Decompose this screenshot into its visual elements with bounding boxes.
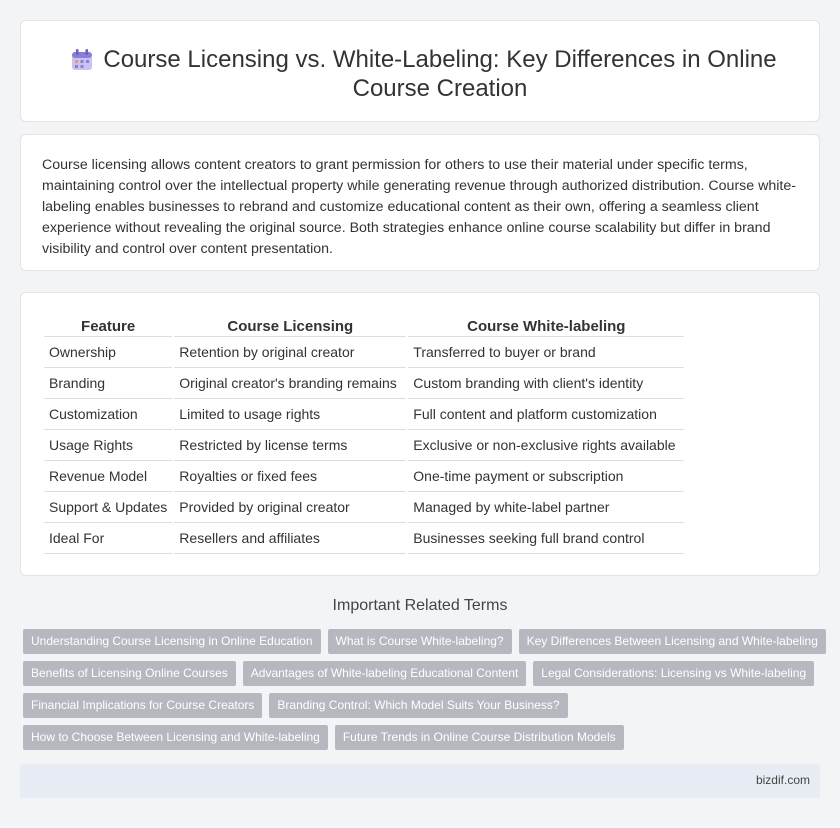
table-cell: Royalties or fixed fees <box>174 461 406 492</box>
column-header: Feature <box>44 316 172 337</box>
footer <box>20 764 820 798</box>
related-tag[interactable]: Benefits of Licensing Online Courses <box>23 661 236 686</box>
column-header: Course White-labeling <box>408 316 684 337</box>
table-cell: Resellers and affiliates <box>174 523 406 554</box>
related-tag[interactable]: Legal Considerations: Licensing vs White-labeling <box>533 661 814 686</box>
table-cell: Usage Rights <box>44 430 172 461</box>
comparison-card <box>20 292 820 576</box>
table-cell: Transferred to buyer or brand <box>408 337 684 368</box>
table-header-row <box>44 316 684 337</box>
comparison-table <box>42 316 686 554</box>
table-cell: Branding <box>44 368 172 399</box>
table-row <box>44 461 684 492</box>
related-tags-row <box>23 629 826 654</box>
table-row <box>44 492 684 523</box>
table-cell: Retention by original creator <box>174 337 406 368</box>
related-tags-row <box>23 725 624 750</box>
table-cell: Ownership <box>44 337 172 368</box>
table-cell: Full content and platform customization <box>408 399 684 430</box>
table-cell: Restricted by license terms <box>174 430 406 461</box>
related-tag[interactable]: Future Trends in Online Course Distribution Models <box>335 725 624 750</box>
table-row <box>44 430 684 461</box>
related-tag[interactable]: Financial Implications for Course Creators <box>23 693 262 718</box>
table-cell: One-time payment or subscription <box>408 461 684 492</box>
footer-site-link[interactable]: bizdif.com <box>755 773 810 787</box>
table-cell: Exclusive or non-exclusive rights available <box>408 430 684 461</box>
table-cell: Provided by original creator <box>174 492 406 523</box>
page-title: Course Licensing vs. White-Labeling: Key Differences in Online Course Creation <box>103 46 777 102</box>
table-cell: Businesses seeking full brand control <box>408 523 684 554</box>
table-cell: Revenue Model <box>44 461 172 492</box>
related-terms-heading: Important Related Terms <box>332 597 508 614</box>
table-cell: Support & Updates <box>44 492 172 523</box>
table-cell: Original creator's branding remains <box>174 368 406 399</box>
related-tag[interactable]: Advantages of White-labeling Educational Content <box>243 661 527 686</box>
table-cell: Managed by white-label partner <box>408 492 684 523</box>
related-tag[interactable]: Understanding Course Licensing in Online Education <box>23 629 321 654</box>
table-cell: Custom branding with client's identity <box>408 368 684 399</box>
intro-card <box>20 134 820 271</box>
related-tag[interactable]: How to Choose Between Licensing and White-labeling <box>23 725 328 750</box>
table-row <box>44 399 684 430</box>
table-cell: Customization <box>44 399 172 430</box>
table-cell: Ideal For <box>44 523 172 554</box>
column-header: Course Licensing <box>174 316 406 337</box>
related-tags-row <box>23 693 568 718</box>
table-row <box>44 368 684 399</box>
table-cell: Limited to usage rights <box>174 399 406 430</box>
table-row <box>44 523 684 554</box>
table-row <box>44 337 684 368</box>
intro-paragraph: Course licensing allows content creators to grant permission for others to use their material under specific terms, maintaining control over the intellectual property while generating revenue through authorized distribution. Course white-labeling enables businesses to rebrand and customize educational content as their own, offering a seamless client experience without revealing the original source. Both strategies enhance online course scalability but differ in brand visibility and control over content presentation. <box>42 157 796 257</box>
title-card <box>20 20 820 122</box>
related-tag[interactable]: Key Differences Between Licensing and White-labeling <box>519 629 826 654</box>
related-tag[interactable]: Branding Control: Which Model Suits Your Business? <box>269 693 567 718</box>
related-tags-row <box>23 661 814 686</box>
related-tag[interactable]: What is Course White-labeling? <box>328 629 512 654</box>
